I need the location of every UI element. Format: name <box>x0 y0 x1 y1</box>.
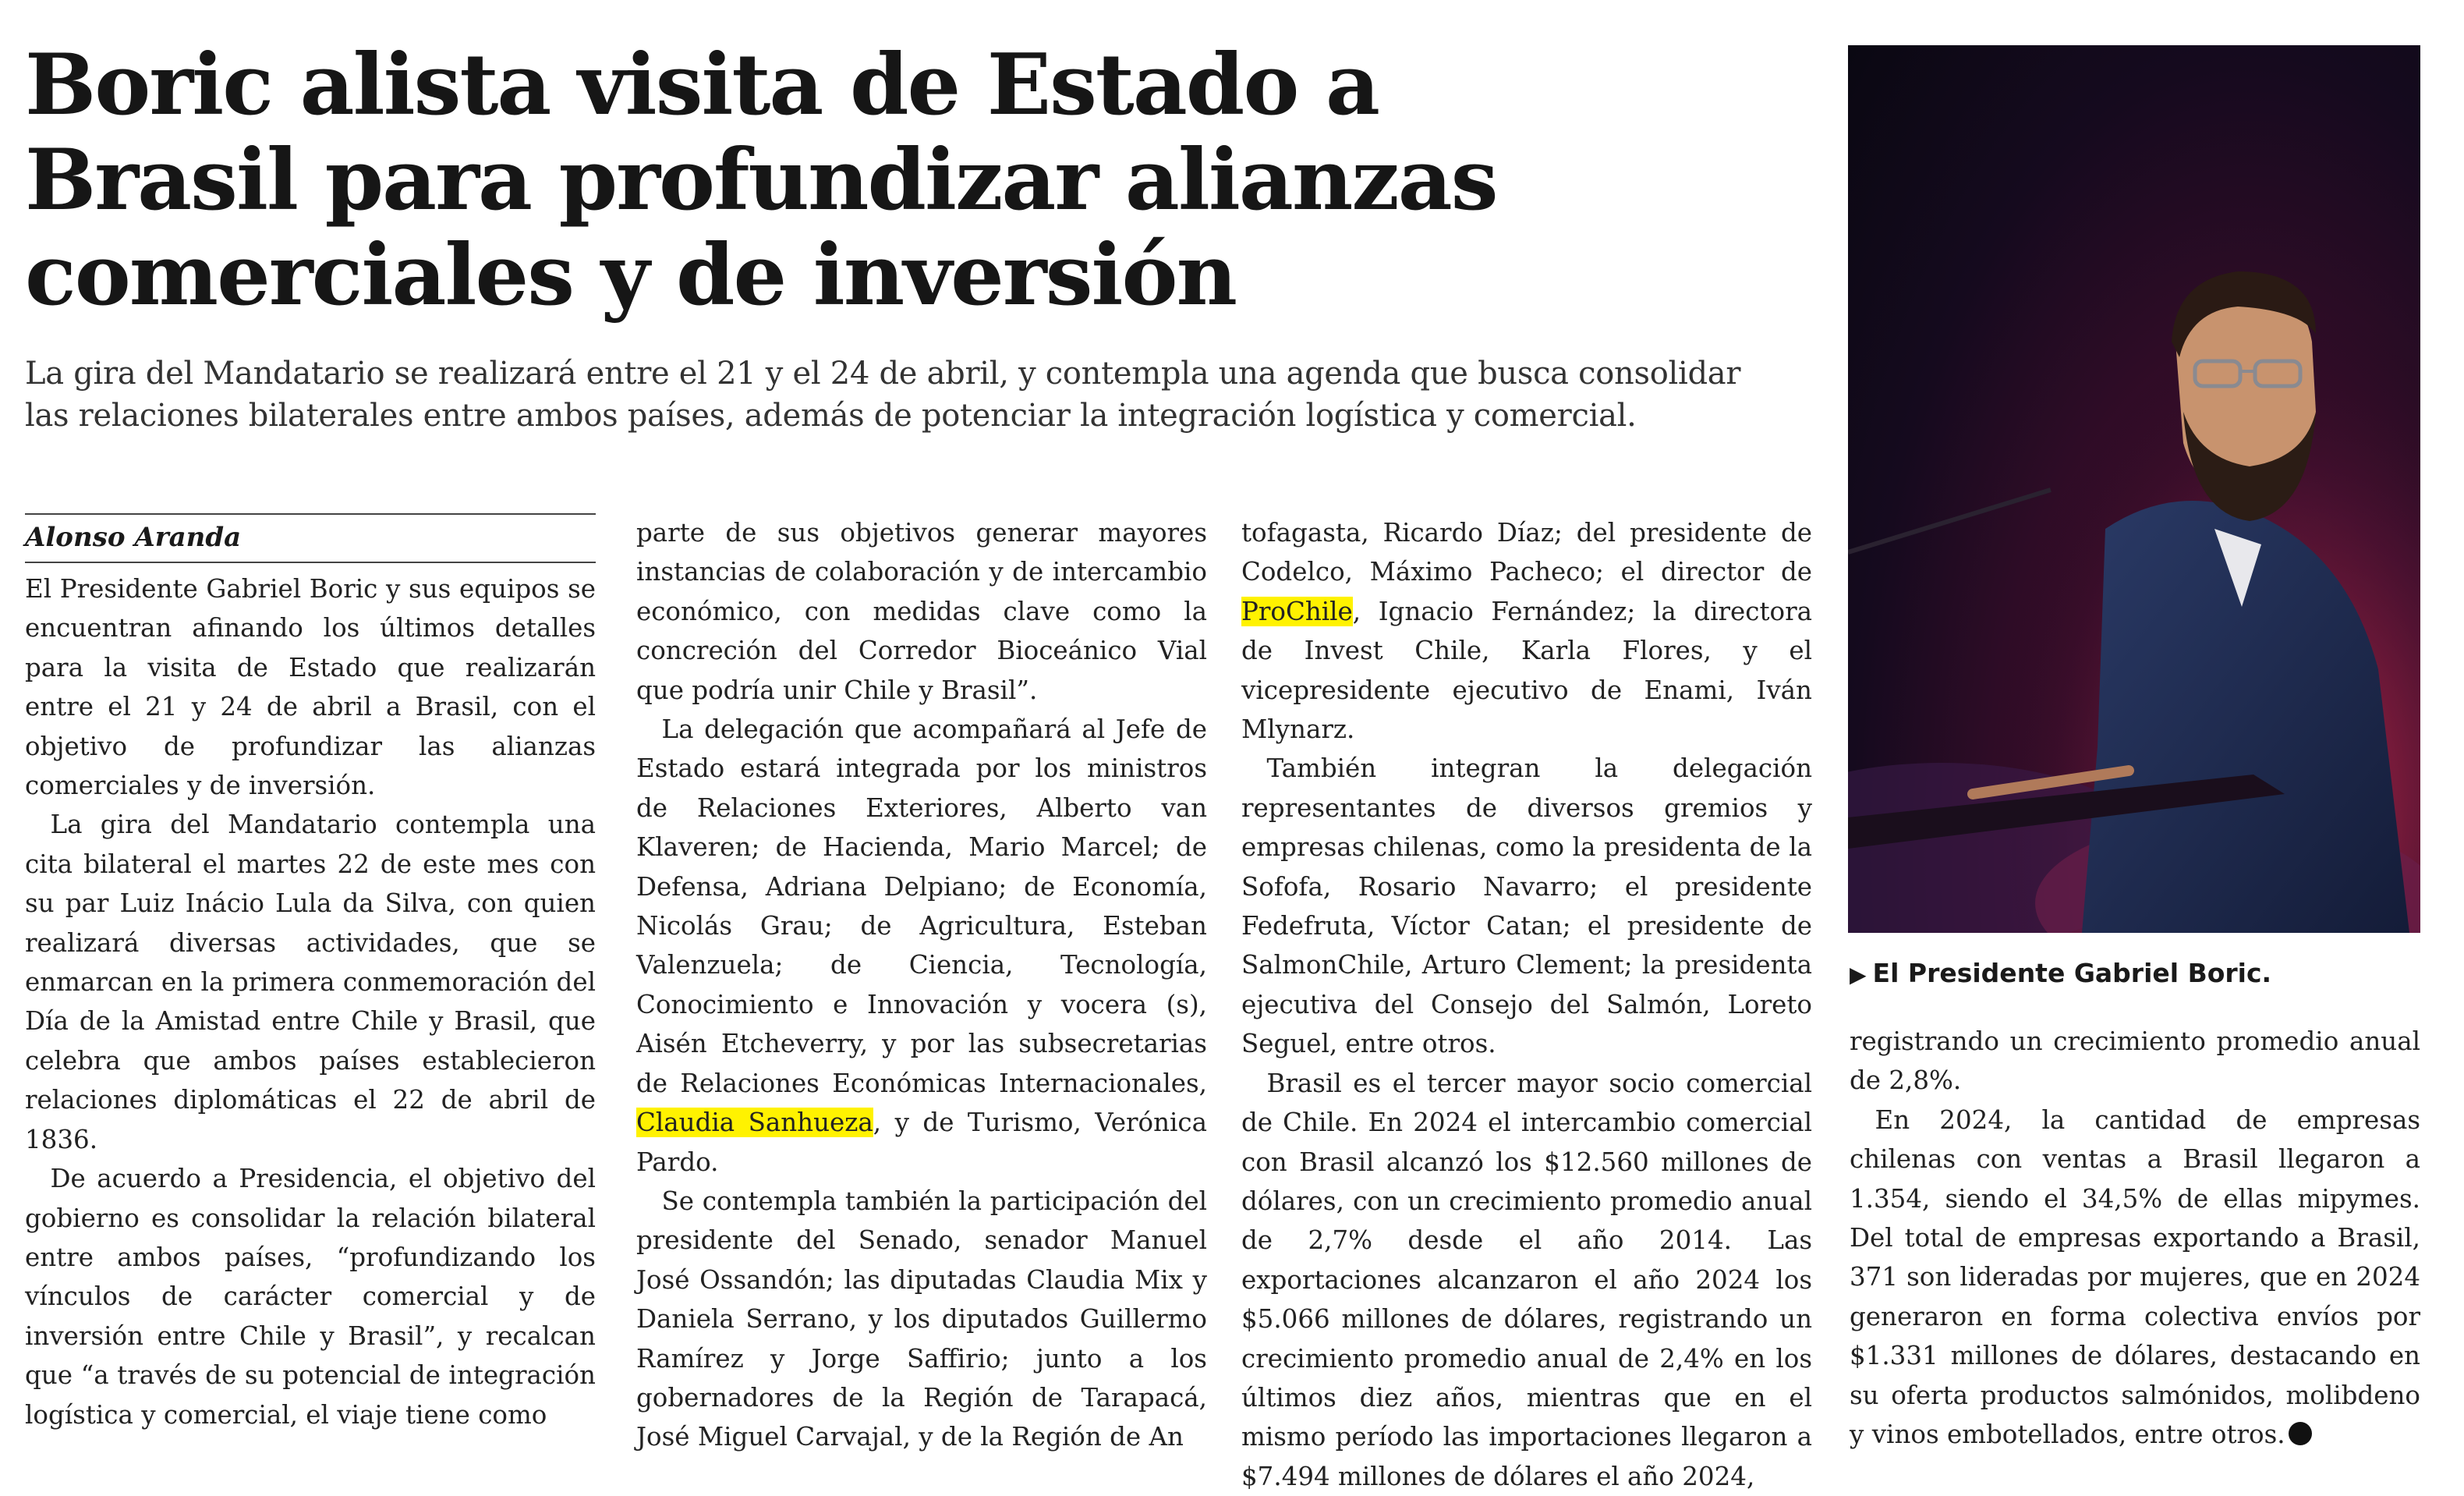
highlighted-name: ProChile <box>1241 596 1353 626</box>
column-2 <box>636 513 1207 1457</box>
paragraph-text: , Ignacio Fernández; la directora de Invest Chile, Karla Flores, y el vicepresidente ejecutivo de Enami, Iván Mlynarz. <box>1241 596 1812 745</box>
portrait-photo <box>1848 45 2420 933</box>
byline: Alonso Aranda <box>25 522 242 553</box>
paragraph <box>636 710 1207 1182</box>
paragraph-text: La delegación que acompañará al Jefe de Estado estará integrada por los ministros de Relaciones Exteriores, Alberto van Klaveren; de Hacienda, Mario Marcel; de Defensa, Adriana Delpiano; de Economía, Nicolás Grau; de Agricultura, Esteban Valenzuela; de Ciencia, Tecnología, Conocimiento e Innovación y vocera (s), Aisén Etcheverry, y por las subsecretarias de Relaciones Económicas Internacionales, <box>636 714 1207 1098</box>
triangle-right-icon: ▶ <box>1850 962 1867 987</box>
deck-line: las relaciones bilaterales entre ambos países, además de potenciar la integración logística y comercial. <box>25 398 1637 434</box>
paragraph: La gira del Mandatario contempla una cita bilateral el martes 22 de este mes con su par Luiz Inácio Lula da Silva, con quien realizará diversas actividades, que se enmarcan en la primera conmemoración del Día de la Amistad entre Chile y Brasil, que celebra que ambos países establecieron relaciones diplomáticas el 22 de abril de 1836. <box>25 810 596 1154</box>
paragraph: registrando un crecimiento promedio anual de 2,8%. <box>1850 1026 2420 1096</box>
paragraph: De acuerdo a Presidencia, el objetivo del gobierno es consolidar la relación bilateral entre ambos países, “profundizando los vínculos de carácter comercial y de inversión entre Chile y Brasil”, y recalcan que “a través de su potencial de integración logística y comercial, el viaje tiene como <box>25 1164 596 1430</box>
byline-rule <box>25 513 596 563</box>
headline-line: Boric alista visita de Estado a <box>25 36 1379 134</box>
paragraph: Brasil es el tercer mayor socio comercial de Chile. En 2024 el intercambio comercial con Brasil alcanzó los $12.560 millones de dólares, con un crecimiento promedio anual de 2,7% desde el año 2014. Las exportaciones alcanzaron el año 2024 los $5.066 millones de dólares, registrando un crecimiento promedio anual de 2,4% en los últimos diez años, mientras que en el mismo período las importaciones llegaron a $7.494 millones de dólares el año 2024, <box>1241 1068 1812 1491</box>
headline <box>25 37 1803 323</box>
headline-line: Brasil para profundizar alianzas <box>25 131 1497 229</box>
paragraph: parte de sus objetivos generar mayores instancias de colaboración y de intercambio económico, con medidas clave como la concreción del Corredor Bioceánico Vial que podría unir Chile y Brasil”. <box>636 518 1207 705</box>
photo-illustration <box>1848 45 2420 933</box>
column-1 <box>25 513 596 1434</box>
paragraph: Se contempla también la participación del presidente del Senado, senador Manuel José Ossandón; las diputadas Claudia Mix y Daniela Serrano, y los diputados Guillermo Ramírez y Jorge Saffirio; junto a los gobernadores de la Región de Tarapacá, José Miguel Carvajal, y de la Región de An <box>636 1186 1207 1452</box>
column-4 <box>1850 1022 2420 1454</box>
end-dot-icon <box>2289 1422 2312 1445</box>
deck <box>25 353 1787 437</box>
highlighted-name: Claudia Sanhueza <box>636 1108 873 1138</box>
caption-text: El Presidente Gabriel Boric. <box>1872 958 2272 988</box>
paragraph-text: En 2024, la cantidad de empresas chilenas con ventas a Brasil llegaron a 1.354, siendo el 34,5% de ellas mipymes. Del total de empresas exportando a Brasil, 371 son lideradas por mujeres, que en 2024 generaron en forma colectiva envíos por $1.331 millones de dólares, destacando en su oferta productos salmónidos, molibdeno y vinos embotellados, entre otros. <box>1850 1104 2420 1450</box>
paragraph: También integran la delegación representantes de diversos gremios y empresas chilenas, como la presidenta de la Sofofa, Rosario Navarro; el presidente Fedefruta, Víctor Catan; el presidente de SalmonChile, Arturo Clement; la presidenta ejecutiva del Consejo del Salmón, Loreto Seguel, entre otros. <box>1241 753 1812 1059</box>
paragraph-text: , y de Turismo, Verónica Pardo. <box>636 1108 1207 1177</box>
paragraph: El Presidente Gabriel Boric y sus equipos se encuentran afinando los últimos detalles para la visita de Estado que realizarán entre el 21 y 24 de abril a Brasil, con el objetivo de profundizar las alianzas comerciales y de inversión. <box>25 574 596 801</box>
headline-line: comerciales y de inversión <box>25 226 1237 324</box>
paragraph <box>1850 1101 2420 1455</box>
column-3 <box>1241 513 1812 1496</box>
paragraph-text: tofagasta, Ricardo Díaz; del presidente de Codelco, Máximo Pacheco; el director de <box>1241 518 1812 587</box>
deck-line: La gira del Mandatario se realizará entre el 21 y el 24 de abril, y contempla una agenda que busca consolidar <box>25 356 1741 392</box>
photo-caption <box>1850 953 2420 995</box>
paragraph <box>1241 513 1812 749</box>
